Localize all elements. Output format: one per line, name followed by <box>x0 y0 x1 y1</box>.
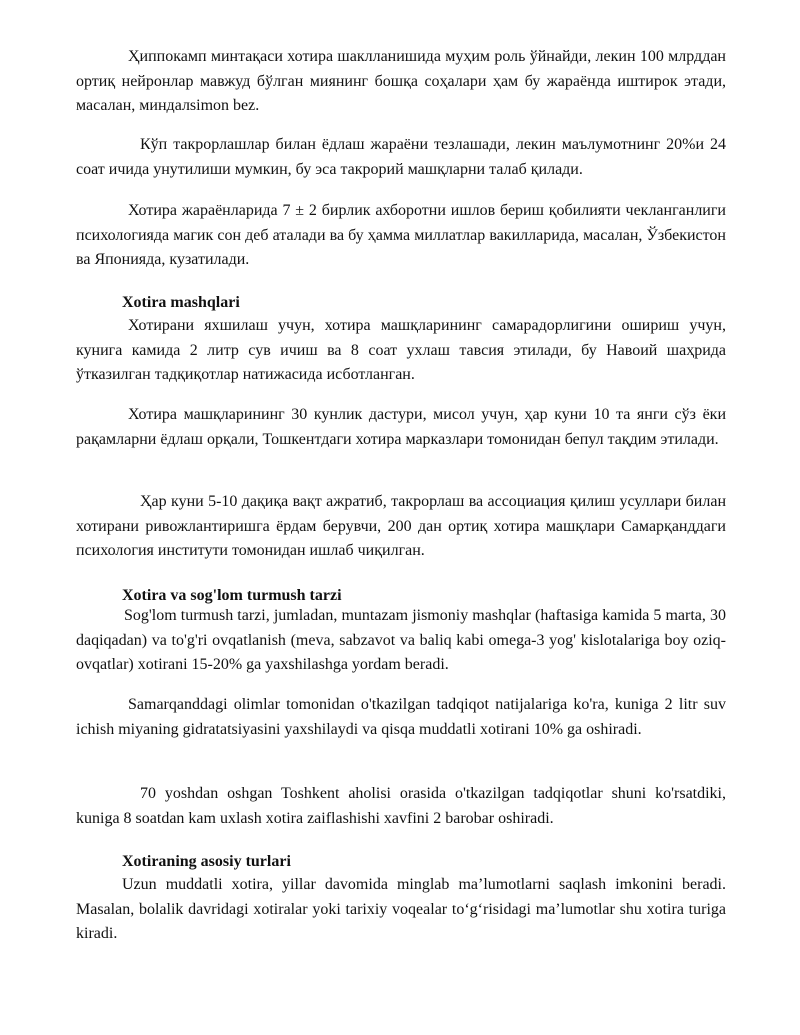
paragraph-magic-number: Хотира жараёнларида 7 ± 2 бирлик ахборотни ишлов бериш қобилияти чекланганлиги психологияда магик сон деб аталади ва бу ҳамма миллатлар вакилларида, масалан, Ўзбекистон ва Японияда, кузатилади. <box>76 202 726 268</box>
section-heading-memory-types: Xotiraning asosiy turlari <box>122 853 291 870</box>
paragraph-healthy-lifestyle: Sog'lom turmush tarzi, jumladan, muntazam jismoniy mashqlar (haftasiga kamida 5 marta, 30 daqiqadan) va to'g'ri ovqatlanish (meva, sabzavot va baliq kabi omega-3 yog' kislotalariga boy oziq-ovqatlar) xotirani 15-20% ga yaxshilashga yordam beradi. <box>76 607 726 673</box>
paragraph-repetition: Кўп такрорлашлар билан ёдлаш жараёни тезлашади, лекин маълумотнинг 20%и 24 соат ичида унутилиши мумкин, бу эса такрорий машқларни талаб қилади. <box>76 136 726 178</box>
section-heading-memory-exercises: Xotira mashqlari <box>122 294 240 311</box>
paragraph-water-sleep: Хотирани яхшилаш учун, хотира машқларининг самарадорлигини ошириш учун, кунига камида 2 литр сув ичиш ва 8 соат ухлаш тавсия этилади, бу Навоий шаҳрида ўтказилган тадқиқотлар натижасида исботланган. <box>76 317 726 383</box>
section-heading-healthy-lifestyle: Xotira va sog'lom turmush tarzi <box>122 587 342 604</box>
paragraph-long-term-memory: Uzun muddatli xotira, yillar davomida minglab ma’lumotlarni saqlash imkonini beradi. Masalan, bolalik davridagi xotiralar yoki tarixiy voqealar to‘g‘risidagi ma’lumotlar shu xotira turiga kiradi. <box>76 876 726 942</box>
paragraph-association-methods: Ҳар куни 5-10 дақиқа вақт ажратиб, такрорлаш ва ассоциация қилиш усуллари билан хотирани ривожлантиришга ёрдам берувчи, 200 дан ортиқ хотира машқлари Самарқанддаги психология институти томонидан ишлаб чиқилган. <box>76 493 726 559</box>
paragraph-sleep-risk: 70 yoshdan oshgan Toshkent aholisi orasida o'tkazilgan tadqiqotlar shuni ko'rsatdiki, kuniga 8 soatdan kam uxlash xotira zaiflashishi xavfini 2 barobar oshiradi. <box>76 785 726 827</box>
paragraph-hippocampus: Ҳиппокамп минтақаси хотира шаклланишида муҳим роль ўйнайди, лекин 100 млрддан ортиқ нейронлар мавжуд бўлган миянинг бошқа соҳалари ҳам бу жараёнда иштирок этади, масалан, миндалsimon bez. <box>76 48 726 114</box>
paragraph-30-day-program: Хотира машқларининг 30 кунлик дастури, мисол учун, ҳар куни 10 та янги сўз ёки рақамларни ёдлаш орқали, Тошкентдаги хотира марказлари томонидан бепул тақдим этилади. <box>76 406 726 448</box>
paragraph-hydration-study: Samarqanddagi olimlar tomonidan o'tkazilgan tadqiqot natijalariga ko'ra, kuniga 2 litr suv ichish miyaning gidratatsiyasini yaxshilaydi va qisqa muddatli xotirani 10% ga oshiradi. <box>76 696 726 738</box>
